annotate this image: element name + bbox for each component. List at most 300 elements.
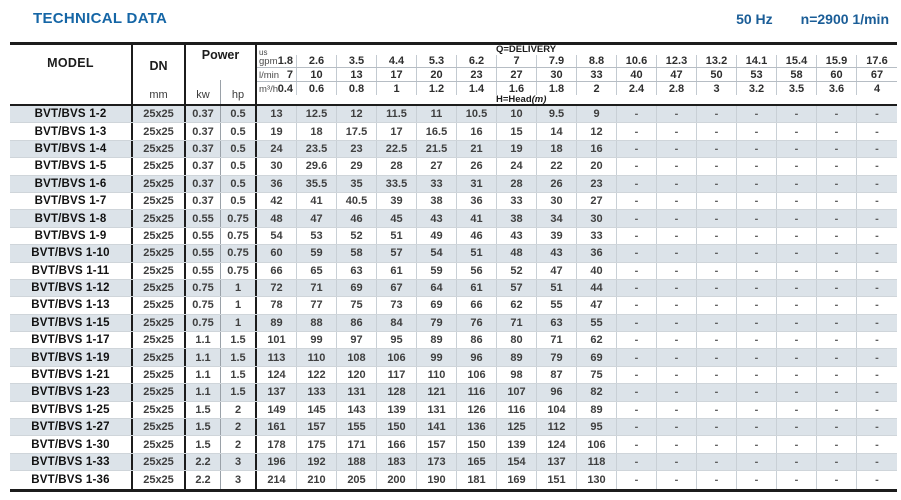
flow-value-cell: 20	[417, 68, 457, 81]
head-cell: 45	[377, 210, 417, 226]
head-cell: 28	[497, 176, 537, 192]
head-cell: 86	[337, 315, 377, 331]
head-cell: -	[617, 367, 657, 383]
head-cell: -	[617, 332, 657, 348]
head-cell: 73	[377, 297, 417, 313]
head-cell: -	[697, 263, 737, 279]
head-cell: 18	[537, 141, 577, 157]
model-cell: BVT/BVS 1-10	[10, 245, 133, 261]
hp-cell: 2	[221, 402, 257, 418]
head-cell: -	[875, 403, 879, 416]
model-cell: BVT/BVS 1-33	[10, 454, 133, 470]
dn-cell: 25x25	[133, 402, 186, 418]
flow-value-cell: 0.6	[297, 82, 337, 95]
head-cell: -	[817, 384, 857, 400]
head-cell: 137	[257, 384, 297, 400]
head-cell: 22.5	[377, 141, 417, 157]
flow-value-cell: 1.8	[537, 82, 577, 95]
head-cell: 149	[257, 402, 297, 418]
head-cell: 44	[577, 280, 617, 296]
head-cell: 48	[257, 210, 297, 226]
head-cell: 41	[297, 193, 337, 209]
flow-unit-label: m³/h	[259, 84, 278, 95]
head-cell: -	[617, 141, 657, 157]
head-cell: -	[697, 228, 737, 244]
kw-cell: 0.37	[186, 193, 221, 209]
head-cell: 51	[377, 228, 417, 244]
model-cell: BVT/BVS 1-27	[10, 419, 133, 435]
head-cell: 155	[337, 419, 377, 435]
head-cell: 42	[257, 193, 297, 209]
head-cell: 26	[457, 158, 497, 174]
hp-cell: 0.75	[221, 245, 257, 261]
hp-cell: 0.5	[221, 106, 257, 122]
head-cell: 210	[297, 471, 337, 488]
head-cell: -	[777, 280, 817, 296]
kw-cell: 0.75	[186, 315, 221, 331]
power-unit-row	[186, 80, 255, 104]
head-cell: 128	[377, 384, 417, 400]
table-row	[10, 315, 897, 332]
model-column-header: MODEL	[10, 45, 133, 104]
head-cell: 20	[577, 158, 617, 174]
model-cell: BVT/BVS 1-2	[10, 106, 133, 122]
head-cell: -	[617, 349, 657, 365]
head-cell: 116	[497, 402, 537, 418]
head-cell: 54	[257, 228, 297, 244]
head-cell: 46	[457, 228, 497, 244]
hp-cell: 3	[221, 454, 257, 470]
head-cell: 30	[257, 158, 297, 174]
head-cell: -	[697, 106, 737, 122]
flow-value-cell: 12.3	[657, 55, 697, 67]
head-cell: -	[617, 280, 657, 296]
dn-cell: 25x25	[133, 315, 186, 331]
head-cell: -	[737, 193, 777, 209]
kw-cell: 0.75	[186, 280, 221, 296]
head-cell: -	[737, 176, 777, 192]
head-cell: -	[657, 176, 697, 192]
head-cell: -	[777, 193, 817, 209]
head-cell: 59	[417, 263, 457, 279]
head-cell: 47	[577, 297, 617, 313]
head-cell: -	[617, 436, 657, 452]
head-cell: 101	[257, 332, 297, 348]
head-cell: 43	[497, 228, 537, 244]
head-cell: 33	[417, 176, 457, 192]
kw-cell: 1.5	[186, 402, 221, 418]
kw-cell: 1.1	[186, 332, 221, 348]
table-row	[10, 384, 897, 401]
head-cell: -	[817, 402, 857, 418]
head-cell: -	[737, 228, 777, 244]
table-row	[10, 297, 897, 314]
model-cell: BVT/BVS 1-15	[10, 315, 133, 331]
table-row	[10, 419, 897, 436]
head-cell: 21	[457, 141, 497, 157]
head-cell: 17	[377, 123, 417, 139]
dn-cell: 25x25	[133, 158, 186, 174]
head-cell: -	[777, 106, 817, 122]
head-cell: 64	[417, 280, 457, 296]
head-cell: 126	[457, 402, 497, 418]
head-cell: -	[697, 367, 737, 383]
head-cell: 104	[537, 402, 577, 418]
head-cell: 98	[497, 367, 537, 383]
head-cell: -	[875, 473, 879, 486]
head-cell: -	[657, 228, 697, 244]
flow-value-cell: 1.6	[497, 82, 537, 95]
flow-value-cell: 1	[377, 82, 417, 95]
head-cell: 12.5	[297, 106, 337, 122]
head-cell: -	[657, 315, 697, 331]
head-cell: -	[777, 210, 817, 226]
head-cell: 16	[457, 123, 497, 139]
head-cell: -	[777, 141, 817, 157]
model-cell: BVT/BVS 1-4	[10, 141, 133, 157]
head-cell: 39	[537, 228, 577, 244]
model-cell: BVT/BVS 1-36	[10, 471, 133, 488]
head-cell: 23.5	[297, 141, 337, 157]
flow-value-cell: 1.2	[417, 82, 457, 95]
head-cell: 69	[337, 280, 377, 296]
head-cell: -	[817, 471, 857, 488]
technical-data-table	[10, 42, 897, 492]
head-cell: -	[737, 315, 777, 331]
head-cell: 40.5	[337, 193, 377, 209]
table-row	[10, 471, 897, 488]
model-cell: BVT/BVS 1-23	[10, 384, 133, 400]
kw-cell: 1.1	[186, 384, 221, 400]
head-cell: -	[737, 245, 777, 261]
head-cell: 27	[577, 193, 617, 209]
hp-cell: 1	[221, 315, 257, 331]
head-cell: -	[617, 193, 657, 209]
head-cell: 36	[577, 245, 617, 261]
head-cell: 23	[337, 141, 377, 157]
head-cell: -	[657, 367, 697, 383]
head-cell: 107	[497, 384, 537, 400]
flow-value-cell: 3.5	[777, 82, 817, 95]
head-cell: -	[737, 384, 777, 400]
head-cell: 56	[457, 263, 497, 279]
table-row	[10, 193, 897, 210]
dn-column-header	[133, 45, 186, 104]
head-cell: 80	[497, 332, 537, 348]
head-cell: -	[617, 384, 657, 400]
head-cell: 54	[417, 245, 457, 261]
head-cell: -	[657, 471, 697, 488]
head-cell: -	[617, 176, 657, 192]
model-cell: BVT/BVS 1-30	[10, 436, 133, 452]
head-cell: -	[697, 193, 737, 209]
flow-value-cell: 2.6	[297, 55, 337, 67]
head-cell: -	[617, 106, 657, 122]
delivery-column-header	[257, 45, 897, 104]
head-cell: -	[777, 349, 817, 365]
head-cell: 200	[377, 471, 417, 488]
flow-value-cell: 3	[697, 82, 737, 95]
table-row	[10, 210, 897, 227]
flow-row-mh	[257, 82, 897, 95]
head-cell: -	[697, 454, 737, 470]
flow-value-cell: 10	[297, 68, 337, 81]
head-cell: 16.5	[417, 123, 457, 139]
table-row	[10, 176, 897, 193]
flow-value-cell: 10.6	[617, 55, 657, 67]
head-cell: -	[697, 141, 737, 157]
head-cell: 133	[297, 384, 337, 400]
head-cell: 86	[457, 332, 497, 348]
head-cell: -	[777, 454, 817, 470]
head-cell: -	[875, 229, 879, 242]
hp-cell: 1	[221, 297, 257, 313]
kw-cell: 0.37	[186, 176, 221, 192]
head-cell: -	[875, 316, 879, 329]
head-cell: -	[777, 263, 817, 279]
head-cell: -	[817, 158, 857, 174]
header-meta	[736, 11, 889, 27]
head-cell: 97	[337, 332, 377, 348]
head-cell: 66	[457, 297, 497, 313]
head-cell: 150	[377, 419, 417, 435]
flow-value-cell: 1.8	[257, 55, 297, 67]
head-cell: 124	[537, 436, 577, 452]
head-cell: -	[737, 297, 777, 313]
hp-unit-label: hp	[220, 80, 255, 104]
head-cell: -	[777, 332, 817, 348]
head-cell: 61	[457, 280, 497, 296]
head-cell: -	[737, 454, 777, 470]
head-cell: 137	[537, 454, 577, 470]
head-cell: -	[617, 228, 657, 244]
power-label: Power	[201, 48, 240, 62]
head-cell: -	[777, 419, 817, 435]
head-cell: -	[777, 228, 817, 244]
head-cell: 96	[457, 349, 497, 365]
head-cell: 181	[457, 471, 497, 488]
head-cell: -	[777, 297, 817, 313]
head-cell: 71	[537, 332, 577, 348]
head-cell: 154	[497, 454, 537, 470]
head-cell: 29	[337, 158, 377, 174]
head-cell: 75	[337, 297, 377, 313]
head-cell: 47	[537, 263, 577, 279]
head-cell: 33.5	[377, 176, 417, 192]
table-row	[10, 436, 897, 453]
head-cell: 13	[257, 106, 297, 122]
head-cell: -	[875, 195, 879, 208]
head-cell: 120	[337, 367, 377, 383]
head-cell: 139	[497, 436, 537, 452]
head-cell: -	[617, 454, 657, 470]
flow-value-cell: 17	[377, 68, 417, 81]
speed-label: n=2900 1/min	[800, 11, 889, 27]
head-cell: 21.5	[417, 141, 457, 157]
head-cell: -	[697, 176, 737, 192]
head-cell: 205	[337, 471, 377, 488]
table-row	[10, 123, 897, 140]
head-cell: -	[817, 280, 857, 296]
flow-value-cell: 23	[457, 68, 497, 81]
head-cell: 28	[377, 158, 417, 174]
head-cell: 30	[577, 210, 617, 226]
kw-cell: 1.5	[186, 436, 221, 452]
table-row	[10, 106, 897, 123]
head-cell: 121	[417, 384, 457, 400]
head-cell: -	[817, 193, 857, 209]
table-row	[10, 263, 897, 280]
head-cell: 29.6	[297, 158, 337, 174]
head-cell: -	[875, 351, 879, 364]
head-cell: -	[875, 160, 879, 173]
head-cell: -	[817, 228, 857, 244]
dn-unit-label: mm	[149, 89, 168, 101]
head-cell: -	[737, 419, 777, 435]
flow-value-cell: 15.4	[777, 55, 817, 67]
flow-value-cell: 6.2	[457, 55, 497, 67]
head-cell: 30	[537, 193, 577, 209]
hp-cell: 0.5	[221, 141, 257, 157]
head-cell: 88	[297, 315, 337, 331]
head-cell: -	[817, 245, 857, 261]
head-cell: -	[657, 454, 697, 470]
head-cell: -	[875, 212, 879, 225]
head-cell: 77	[297, 297, 337, 313]
head-cell: 95	[577, 419, 617, 435]
head-cell: 9	[577, 106, 617, 122]
head-cell: 166	[377, 436, 417, 452]
head-cell: 71	[297, 280, 337, 296]
dn-cell: 25x25	[133, 436, 186, 452]
head-cell: 43	[537, 245, 577, 261]
dn-cell: 25x25	[133, 210, 186, 226]
model-cell: BVT/BVS 1-6	[10, 176, 133, 192]
head-cell: 62	[577, 332, 617, 348]
head-cell: -	[737, 471, 777, 488]
head-cell: 52	[337, 228, 377, 244]
head-cell: -	[617, 471, 657, 488]
head-cell: 71	[497, 315, 537, 331]
head-cell: 11	[417, 106, 457, 122]
head-cell: 131	[417, 402, 457, 418]
head-label: H=Head(m)	[496, 94, 547, 105]
head-cell: 171	[337, 436, 377, 452]
head-cell: 48	[497, 245, 537, 261]
flow-value-cell: 5.3	[417, 55, 457, 67]
head-cell: -	[777, 367, 817, 383]
dn-cell: 25x25	[133, 280, 186, 296]
hp-cell: 0.5	[221, 158, 257, 174]
kw-cell: 0.37	[186, 141, 221, 157]
head-cell: -	[657, 263, 697, 279]
head-cell: 113	[257, 349, 297, 365]
flow-row-lmin	[257, 68, 897, 82]
head-cell: 69	[417, 297, 457, 313]
head-cell: 38	[417, 193, 457, 209]
head-cell: -	[817, 210, 857, 226]
head-cell: -	[617, 315, 657, 331]
dn-cell: 25x25	[133, 263, 186, 279]
head-cell: 59	[297, 245, 337, 261]
head-cell: 136	[457, 419, 497, 435]
head-cell: 11.5	[377, 106, 417, 122]
head-cell: 58	[337, 245, 377, 261]
head-cell: 38	[497, 210, 537, 226]
head-cell: -	[875, 125, 879, 138]
head-cell: 106	[457, 367, 497, 383]
head-cell: 12	[337, 106, 377, 122]
head-cell: 79	[417, 315, 457, 331]
head-cell: -	[697, 471, 737, 488]
head-cell: -	[777, 436, 817, 452]
model-cell: BVT/BVS 1-3	[10, 123, 133, 139]
kw-cell: 0.37	[186, 106, 221, 122]
head-cell: -	[817, 349, 857, 365]
head-cell: -	[737, 349, 777, 365]
head-cell: 96	[537, 384, 577, 400]
flow-value-cell: 7.9	[537, 55, 577, 67]
model-cell: BVT/BVS 1-13	[10, 297, 133, 313]
head-cell: -	[617, 263, 657, 279]
dn-cell: 25x25	[133, 332, 186, 348]
head-cell: 89	[257, 315, 297, 331]
head-cell: -	[737, 436, 777, 452]
head-cell: 65	[297, 263, 337, 279]
head-cell: 108	[337, 349, 377, 365]
head-cell: 110	[417, 367, 457, 383]
head-cell: 31	[457, 176, 497, 192]
head-cell: 36	[457, 193, 497, 209]
flow-value-cell: 13	[337, 68, 377, 81]
head-cell: -	[777, 176, 817, 192]
head-cell: 118	[577, 454, 617, 470]
head-cell: 130	[577, 471, 617, 488]
head-cell: -	[657, 332, 697, 348]
head-cell: -	[817, 106, 857, 122]
head-cell: -	[817, 332, 857, 348]
head-cell: -	[617, 297, 657, 313]
head-cell: -	[697, 436, 737, 452]
head-cell: -	[737, 402, 777, 418]
model-cell: BVT/BVS 1-12	[10, 280, 133, 296]
head-cell: 52	[497, 263, 537, 279]
head-cell: 165	[457, 454, 497, 470]
head-cell: -	[875, 282, 879, 295]
head-cell: 82	[577, 384, 617, 400]
head-cell: 18	[297, 123, 337, 139]
head-cell: 33	[577, 228, 617, 244]
dn-cell: 25x25	[133, 349, 186, 365]
head-cell: 99	[417, 349, 457, 365]
head-cell: -	[657, 141, 697, 157]
head-cell: 151	[537, 471, 577, 488]
head-cell: -	[697, 158, 737, 174]
head-cell: -	[817, 141, 857, 157]
head-cell: 69	[577, 349, 617, 365]
head-cell: 117	[377, 367, 417, 383]
head-cell: 23	[577, 176, 617, 192]
head-cell: 35	[337, 176, 377, 192]
hp-cell: 1.5	[221, 349, 257, 365]
table-row	[10, 454, 897, 471]
head-cell: -	[617, 419, 657, 435]
head-cell: -	[875, 421, 879, 434]
head-cell: 55	[577, 315, 617, 331]
model-cell: BVT/BVS 1-9	[10, 228, 133, 244]
head-cell: -	[737, 332, 777, 348]
head-cell: -	[697, 419, 737, 435]
